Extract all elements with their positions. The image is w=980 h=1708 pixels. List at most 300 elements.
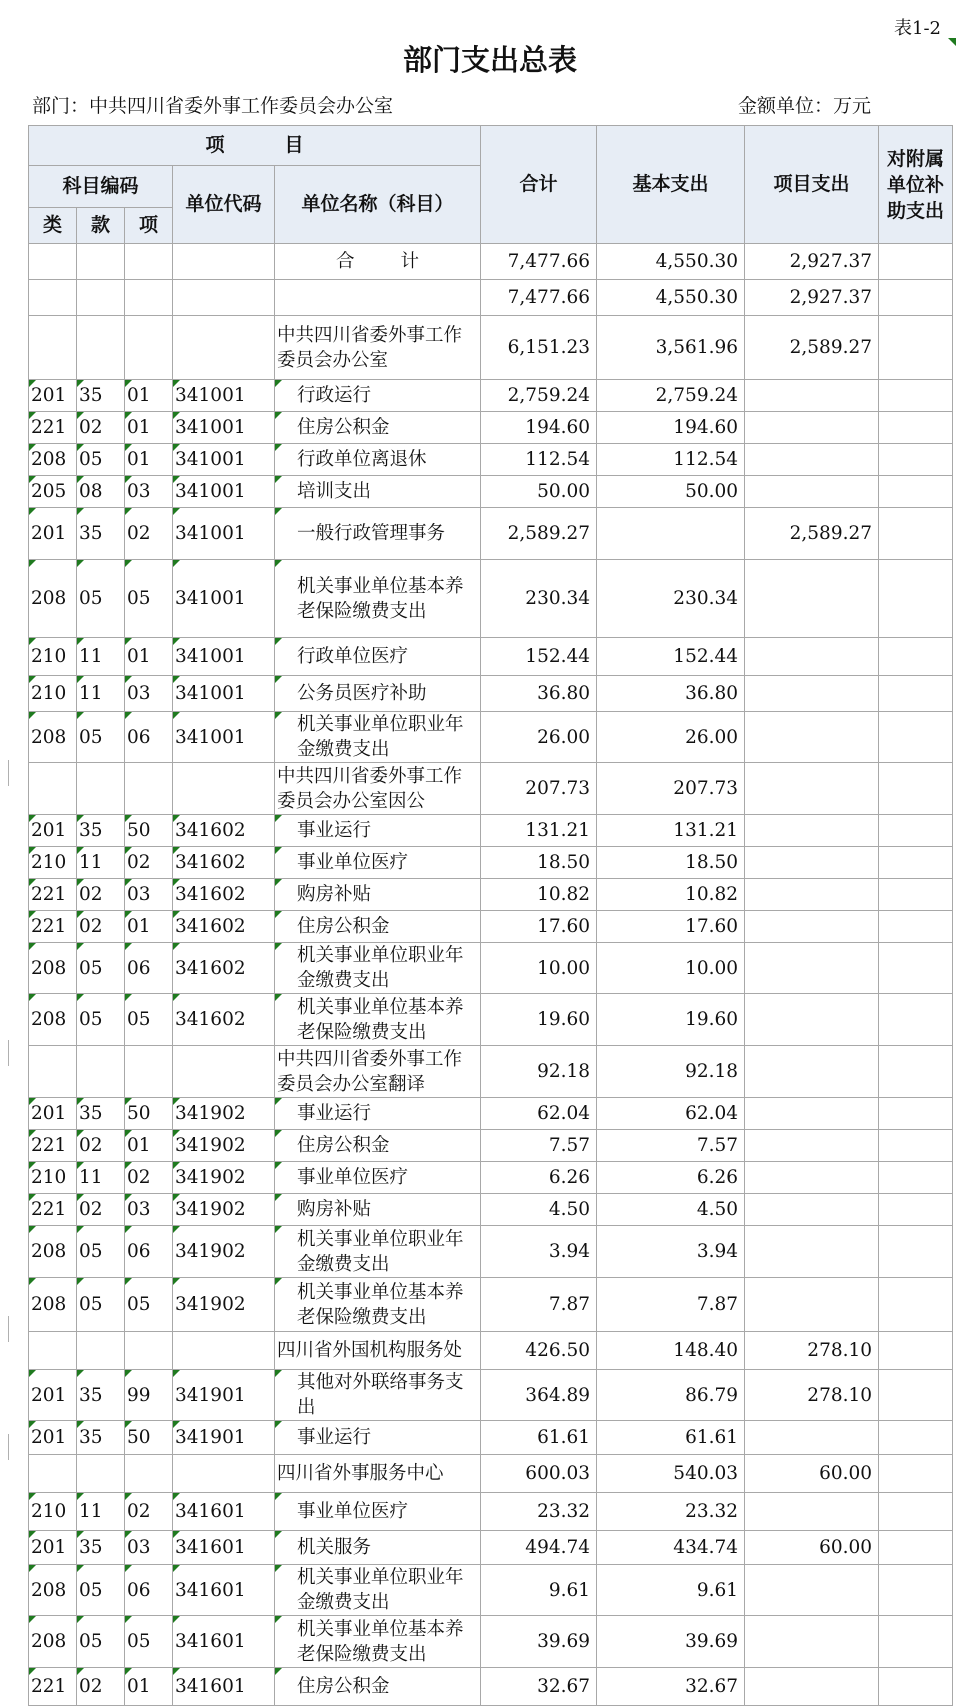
- cell-xiang: 06: [125, 1565, 173, 1616]
- cell-project: [745, 763, 879, 815]
- cell-basic: 23.32: [597, 1493, 745, 1531]
- cell-xiang: 05: [125, 1616, 173, 1668]
- cell-xiang: [125, 1046, 173, 1098]
- row-name-text: 机关事业单位基本养老保险缴费支出: [297, 996, 464, 1043]
- cell-basic: 62.04: [597, 1098, 745, 1130]
- row-name-text: 事业运行: [297, 1103, 372, 1124]
- cell-lei: 208: [29, 1616, 77, 1668]
- row-name-text: 中共四川省委外事工作委员会办公室翻译: [277, 1048, 463, 1095]
- cell-total: 4.50: [481, 1194, 597, 1226]
- cell-xiang: [125, 1332, 173, 1370]
- cell-project: 60.00: [745, 1531, 879, 1565]
- cell-lei: 221: [29, 1668, 77, 1706]
- cell-basic: 434.74: [597, 1531, 745, 1565]
- cell-total: 92.18: [481, 1046, 597, 1098]
- cell-lei: 210: [29, 676, 77, 712]
- cell-basic: 194.60: [597, 412, 745, 444]
- row-name-text: 住房公积金: [297, 1135, 390, 1156]
- margin-tick: [8, 1316, 9, 1342]
- cell-project: [745, 911, 879, 943]
- header-kuan: 款: [77, 208, 125, 244]
- table-row: [29, 1668, 953, 1706]
- cell-total: 18.50: [481, 847, 597, 879]
- row-name-text: 培训支出: [297, 481, 372, 502]
- cell-total: 2,759.24: [481, 380, 597, 412]
- cell-unit-code: [173, 316, 275, 380]
- cell-total: 7.57: [481, 1130, 597, 1162]
- cell-unit-name: [275, 1162, 481, 1194]
- cell-xiang: 03: [125, 476, 173, 508]
- cell-project: [745, 1162, 879, 1194]
- cell-xiang: 01: [125, 380, 173, 412]
- cell-subsidy: [879, 1162, 953, 1194]
- cell-basic: 112.54: [597, 444, 745, 476]
- cell-basic: 2,759.24: [597, 380, 745, 412]
- cell-lei: 208: [29, 712, 77, 763]
- cell-unit-name: [275, 943, 481, 994]
- cell-lei: 201: [29, 1370, 77, 1421]
- cell-unit-code: 341901: [173, 1421, 275, 1455]
- table-row: [29, 444, 953, 476]
- cell-lei: 208: [29, 943, 77, 994]
- cell-subsidy: [879, 1370, 953, 1421]
- cell-xiang: 50: [125, 815, 173, 847]
- cell-project: [745, 1668, 879, 1706]
- cell-xiang: 01: [125, 444, 173, 476]
- cell-unit-name: [275, 560, 481, 638]
- cell-lei: 210: [29, 1162, 77, 1194]
- row-name-text: 合计: [336, 251, 466, 272]
- row-name-text: 机关事业单位基本养老保险缴费支出: [297, 1281, 464, 1328]
- table-row: [29, 476, 953, 508]
- cell-subsidy: [879, 1278, 953, 1332]
- cell-unit-code: 341602: [173, 911, 275, 943]
- cell-unit-code: [173, 1046, 275, 1098]
- cell-unit-code: 341901: [173, 1370, 275, 1421]
- cell-kuan: [77, 244, 125, 280]
- table-row: [29, 1493, 953, 1531]
- cell-subsidy: [879, 911, 953, 943]
- cell-project: [745, 476, 879, 508]
- cell-subsidy: [879, 1226, 953, 1278]
- cell-unit-name: [275, 994, 481, 1046]
- cell-total: 194.60: [481, 412, 597, 444]
- cell-basic: 50.00: [597, 476, 745, 508]
- cell-subsidy: [879, 1098, 953, 1130]
- cell-lei: [29, 1332, 77, 1370]
- row-name-text: 四川省外国机构服务处: [277, 1340, 463, 1361]
- table-row: [29, 1616, 953, 1668]
- cell-xiang: 05: [125, 560, 173, 638]
- table-row: [29, 1162, 953, 1194]
- cell-project: [745, 994, 879, 1046]
- cell-total: 61.61: [481, 1421, 597, 1455]
- cell-xiang: 99: [125, 1370, 173, 1421]
- table-row: [29, 244, 953, 280]
- cell-kuan: [77, 1455, 125, 1493]
- table-row: [29, 1565, 953, 1616]
- cell-lei: 201: [29, 508, 77, 560]
- cell-unit-name: [275, 1493, 481, 1531]
- cell-total: 26.00: [481, 712, 597, 763]
- cell-basic: 152.44: [597, 638, 745, 676]
- cell-kuan: 11: [77, 676, 125, 712]
- cell-kuan: 05: [77, 1226, 125, 1278]
- cell-lei: 221: [29, 911, 77, 943]
- cell-total: 9.61: [481, 1565, 597, 1616]
- header-item: 项目: [29, 126, 481, 166]
- table-row: [29, 1194, 953, 1226]
- cell-xiang: 50: [125, 1098, 173, 1130]
- cell-unit-name: [275, 1278, 481, 1332]
- cell-xiang: [125, 1455, 173, 1493]
- cell-kuan: 05: [77, 560, 125, 638]
- cell-unit-code: [173, 1332, 275, 1370]
- cell-unit-name: [275, 1668, 481, 1706]
- row-name-text: 行政单位离退休: [297, 449, 427, 470]
- cell-unit-code: 341001: [173, 476, 275, 508]
- row-name-text: 机关事业单位职业年金缴费支出: [297, 714, 464, 760]
- table-row: [29, 1046, 953, 1098]
- cell-unit-name: [275, 638, 481, 676]
- page-title: 部门支出总表: [402, 43, 577, 77]
- cell-subsidy: [879, 476, 953, 508]
- cell-project: [745, 676, 879, 712]
- cell-basic: 7.57: [597, 1130, 745, 1162]
- cell-xiang: 01: [125, 1130, 173, 1162]
- cell-kuan: 11: [77, 1493, 125, 1531]
- cell-project: [745, 1046, 879, 1098]
- cell-unit-code: 341001: [173, 380, 275, 412]
- cell-xiang: 02: [125, 847, 173, 879]
- cell-basic: 10.00: [597, 943, 745, 994]
- cell-total: 7.87: [481, 1278, 597, 1332]
- cell-xiang: 02: [125, 1162, 173, 1194]
- header-lei: 类: [29, 208, 77, 244]
- table-row: [29, 638, 953, 676]
- cell-unit-code: 341001: [173, 412, 275, 444]
- cell-project: 2,927.37: [745, 244, 879, 280]
- cell-lei: 210: [29, 638, 77, 676]
- cell-unit-code: 341902: [173, 1098, 275, 1130]
- table-row: [29, 412, 953, 444]
- cell-unit-code: 341602: [173, 943, 275, 994]
- cell-total: 6,151.23: [481, 316, 597, 380]
- cell-unit-name: [275, 316, 481, 380]
- row-name-text: 事业运行: [297, 820, 372, 841]
- margin-tick: [8, 1040, 9, 1066]
- cell-unit-code: 341001: [173, 638, 275, 676]
- cell-subsidy: [879, 638, 953, 676]
- cell-unit-name: [275, 1194, 481, 1226]
- header-unit-code: 单位代码: [173, 166, 275, 244]
- cell-basic: 17.60: [597, 911, 745, 943]
- cell-basic: 4,550.30: [597, 280, 745, 316]
- cell-subsidy: [879, 847, 953, 879]
- cell-subsidy: [879, 1565, 953, 1616]
- cell-xiang: 06: [125, 1226, 173, 1278]
- cell-lei: 205: [29, 476, 77, 508]
- row-name-text: 购房补贴: [297, 1199, 372, 1220]
- cell-total: 494.74: [481, 1531, 597, 1565]
- cell-lei: 208: [29, 1565, 77, 1616]
- table-row: [29, 1098, 953, 1130]
- cell-total: 10.00: [481, 943, 597, 994]
- table-body: [29, 244, 953, 1706]
- cell-lei: 201: [29, 1421, 77, 1455]
- cell-basic: 18.50: [597, 847, 745, 879]
- cell-xiang: [125, 316, 173, 380]
- cell-project: 278.10: [745, 1370, 879, 1421]
- cell-xiang: 01: [125, 911, 173, 943]
- cell-unit-name: [275, 1531, 481, 1565]
- table-row: [29, 508, 953, 560]
- table-row: [29, 712, 953, 763]
- cell-basic: 26.00: [597, 712, 745, 763]
- cell-basic: 10.82: [597, 879, 745, 911]
- cell-lei: 201: [29, 1098, 77, 1130]
- row-name-text: 公务员医疗补助: [297, 683, 427, 704]
- cell-project: 2,589.27: [745, 508, 879, 560]
- cell-xiang: 05: [125, 994, 173, 1046]
- table-row: [29, 1370, 953, 1421]
- cell-subsidy: [879, 1421, 953, 1455]
- header-basic: 基本支出: [597, 126, 745, 244]
- cell-basic: 131.21: [597, 815, 745, 847]
- cell-total: 131.21: [481, 815, 597, 847]
- cell-xiang: 06: [125, 712, 173, 763]
- cell-unit-name: [275, 444, 481, 476]
- cell-lei: 221: [29, 879, 77, 911]
- row-name-text: 购房补贴: [297, 884, 372, 905]
- cell-kuan: 08: [77, 476, 125, 508]
- cell-unit-name: [275, 1332, 481, 1370]
- cell-total: 50.00: [481, 476, 597, 508]
- cell-lei: 208: [29, 994, 77, 1046]
- cell-subsidy: [879, 1616, 953, 1668]
- row-name-text: 事业单位医疗: [297, 1501, 409, 1522]
- cell-subsidy: [879, 943, 953, 994]
- cell-project: [745, 1130, 879, 1162]
- cell-basic: 36.80: [597, 676, 745, 712]
- cell-kuan: [77, 1046, 125, 1098]
- cell-kuan: 05: [77, 994, 125, 1046]
- cell-subsidy: [879, 380, 953, 412]
- row-name-text: 事业单位医疗: [297, 852, 409, 873]
- cell-lei: 208: [29, 1226, 77, 1278]
- cell-project: [745, 444, 879, 476]
- row-name-text: 行政单位医疗: [297, 646, 409, 667]
- cell-project: [745, 1194, 879, 1226]
- cell-kuan: 02: [77, 879, 125, 911]
- table-row: [29, 1332, 953, 1370]
- table-row: [29, 560, 953, 638]
- cell-xiang: [125, 763, 173, 815]
- cell-lei: [29, 763, 77, 815]
- cell-xiang: [125, 244, 173, 280]
- margin-tick: [8, 760, 9, 786]
- cell-basic: 148.40: [597, 1332, 745, 1370]
- cell-total: 230.34: [481, 560, 597, 638]
- cell-project: [745, 815, 879, 847]
- cell-kuan: 11: [77, 847, 125, 879]
- cell-project: 2,589.27: [745, 316, 879, 380]
- cell-subsidy: [879, 1531, 953, 1565]
- cell-basic: 3.94: [597, 1226, 745, 1278]
- cell-project: 278.10: [745, 1332, 879, 1370]
- cell-basic: 9.61: [597, 1565, 745, 1616]
- cell-project: 60.00: [745, 1455, 879, 1493]
- cell-lei: 210: [29, 847, 77, 879]
- cell-total: 36.80: [481, 676, 597, 712]
- row-name-text: 住房公积金: [297, 417, 390, 438]
- cell-xiang: 01: [125, 1668, 173, 1706]
- cell-unit-code: 341902: [173, 1278, 275, 1332]
- cell-lei: 208: [29, 560, 77, 638]
- cell-unit-code: 341001: [173, 676, 275, 712]
- cell-unit-code: 341601: [173, 1616, 275, 1668]
- table-row: [29, 911, 953, 943]
- table-row: [29, 879, 953, 911]
- cell-basic: 4.50: [597, 1194, 745, 1226]
- cell-unit-code: [173, 280, 275, 316]
- cell-kuan: 35: [77, 1531, 125, 1565]
- cell-total: 17.60: [481, 911, 597, 943]
- cell-project: [745, 1565, 879, 1616]
- cell-unit-name: [275, 244, 481, 280]
- cell-basic: 39.69: [597, 1616, 745, 1668]
- cell-subsidy: [879, 280, 953, 316]
- cell-subsidy: [879, 1455, 953, 1493]
- header-subject-code: 科目编码: [29, 166, 173, 208]
- cell-subsidy: [879, 879, 953, 911]
- cell-kuan: 35: [77, 1370, 125, 1421]
- cell-subsidy: [879, 815, 953, 847]
- row-name-text: 住房公积金: [297, 916, 390, 937]
- table-row: [29, 1226, 953, 1278]
- cell-total: 7,477.66: [481, 280, 597, 316]
- cell-unit-name: [275, 1565, 481, 1616]
- cell-unit-code: 341001: [173, 508, 275, 560]
- cell-lei: 221: [29, 1130, 77, 1162]
- cell-total: 152.44: [481, 638, 597, 676]
- cell-subsidy: [879, 316, 953, 380]
- table-row: [29, 847, 953, 879]
- cell-xiang: 06: [125, 943, 173, 994]
- cell-subsidy: [879, 1332, 953, 1370]
- cell-basic: 61.61: [597, 1421, 745, 1455]
- cell-unit-name: [275, 847, 481, 879]
- cell-subsidy: [879, 412, 953, 444]
- cell-unit-name: [275, 1616, 481, 1668]
- cell-project: [745, 638, 879, 676]
- table-row: [29, 943, 953, 994]
- cell-unit-name: [275, 412, 481, 444]
- cell-xiang: 03: [125, 879, 173, 911]
- cell-subsidy: [879, 763, 953, 815]
- cell-basic: 7.87: [597, 1278, 745, 1332]
- row-name-text: 行政运行: [297, 385, 372, 406]
- cell-kuan: [77, 280, 125, 316]
- row-name-text: 其他对外联络事务支出: [297, 1372, 464, 1418]
- cell-kuan: 02: [77, 1668, 125, 1706]
- cell-xiang: 02: [125, 508, 173, 560]
- row-name-text: 机关事业单位基本养老保险缴费支出: [297, 1618, 464, 1665]
- cell-project: [745, 712, 879, 763]
- cell-project: [745, 1421, 879, 1455]
- cell-subsidy: [879, 244, 953, 280]
- cell-kuan: 05: [77, 1278, 125, 1332]
- row-name-text: 机关事业单位基本养老保险缴费支出: [297, 575, 464, 622]
- cell-lei: 208: [29, 444, 77, 476]
- department-label: 部门：中共四川省委外事工作委员会办公室: [32, 95, 394, 117]
- cell-unit-name: [275, 508, 481, 560]
- cell-kuan: [77, 316, 125, 380]
- row-name-text: 四川省外事服务中心: [277, 1463, 444, 1484]
- cell-basic: 230.34: [597, 560, 745, 638]
- table-row: [29, 1130, 953, 1162]
- cell-xiang: 03: [125, 676, 173, 712]
- cell-subsidy: [879, 1194, 953, 1226]
- header-xiang: 项: [125, 208, 173, 244]
- cell-project: [745, 879, 879, 911]
- cell-basic: 32.67: [597, 1668, 745, 1706]
- cell-total: 10.82: [481, 879, 597, 911]
- table-row: [29, 676, 953, 712]
- row-name-text: 机关事业单位职业年金缴费支出: [297, 945, 464, 991]
- cell-unit-code: 341902: [173, 1194, 275, 1226]
- cell-unit-code: 341602: [173, 815, 275, 847]
- cell-unit-name: [275, 1421, 481, 1455]
- cell-lei: 201: [29, 815, 77, 847]
- cell-kuan: 02: [77, 1130, 125, 1162]
- cell-kuan: 05: [77, 943, 125, 994]
- cell-project: [745, 380, 879, 412]
- cell-total: 62.04: [481, 1098, 597, 1130]
- cell-lei: [29, 316, 77, 380]
- cell-unit-name: [275, 712, 481, 763]
- cell-unit-code: 341601: [173, 1531, 275, 1565]
- cell-total: 19.60: [481, 994, 597, 1046]
- cell-kuan: 35: [77, 815, 125, 847]
- cell-unit-code: 341601: [173, 1493, 275, 1531]
- cell-project: [745, 1098, 879, 1130]
- cell-total: 364.89: [481, 1370, 597, 1421]
- cell-kuan: 11: [77, 638, 125, 676]
- cell-lei: 208: [29, 1278, 77, 1332]
- cell-lei: 210: [29, 1493, 77, 1531]
- cell-lei: 201: [29, 380, 77, 412]
- cell-unit-name: [275, 676, 481, 712]
- cell-total: 32.67: [481, 1668, 597, 1706]
- table-row: [29, 994, 953, 1046]
- cell-unit-code: 341001: [173, 444, 275, 476]
- table-row: [29, 1421, 953, 1455]
- cell-project: [745, 847, 879, 879]
- cell-xiang: 02: [125, 1493, 173, 1531]
- cell-total: 426.50: [481, 1332, 597, 1370]
- table-row: [29, 316, 953, 380]
- cell-project: [745, 943, 879, 994]
- cell-subsidy: [879, 560, 953, 638]
- cell-xiang: 03: [125, 1531, 173, 1565]
- row-name-text: 机关事业单位职业年金缴费支出: [297, 1567, 464, 1613]
- cell-unit-code: 341001: [173, 560, 275, 638]
- cell-total: 39.69: [481, 1616, 597, 1668]
- cell-unit-name: [275, 763, 481, 815]
- cell-kuan: 02: [77, 1194, 125, 1226]
- cell-unit-name: [275, 1098, 481, 1130]
